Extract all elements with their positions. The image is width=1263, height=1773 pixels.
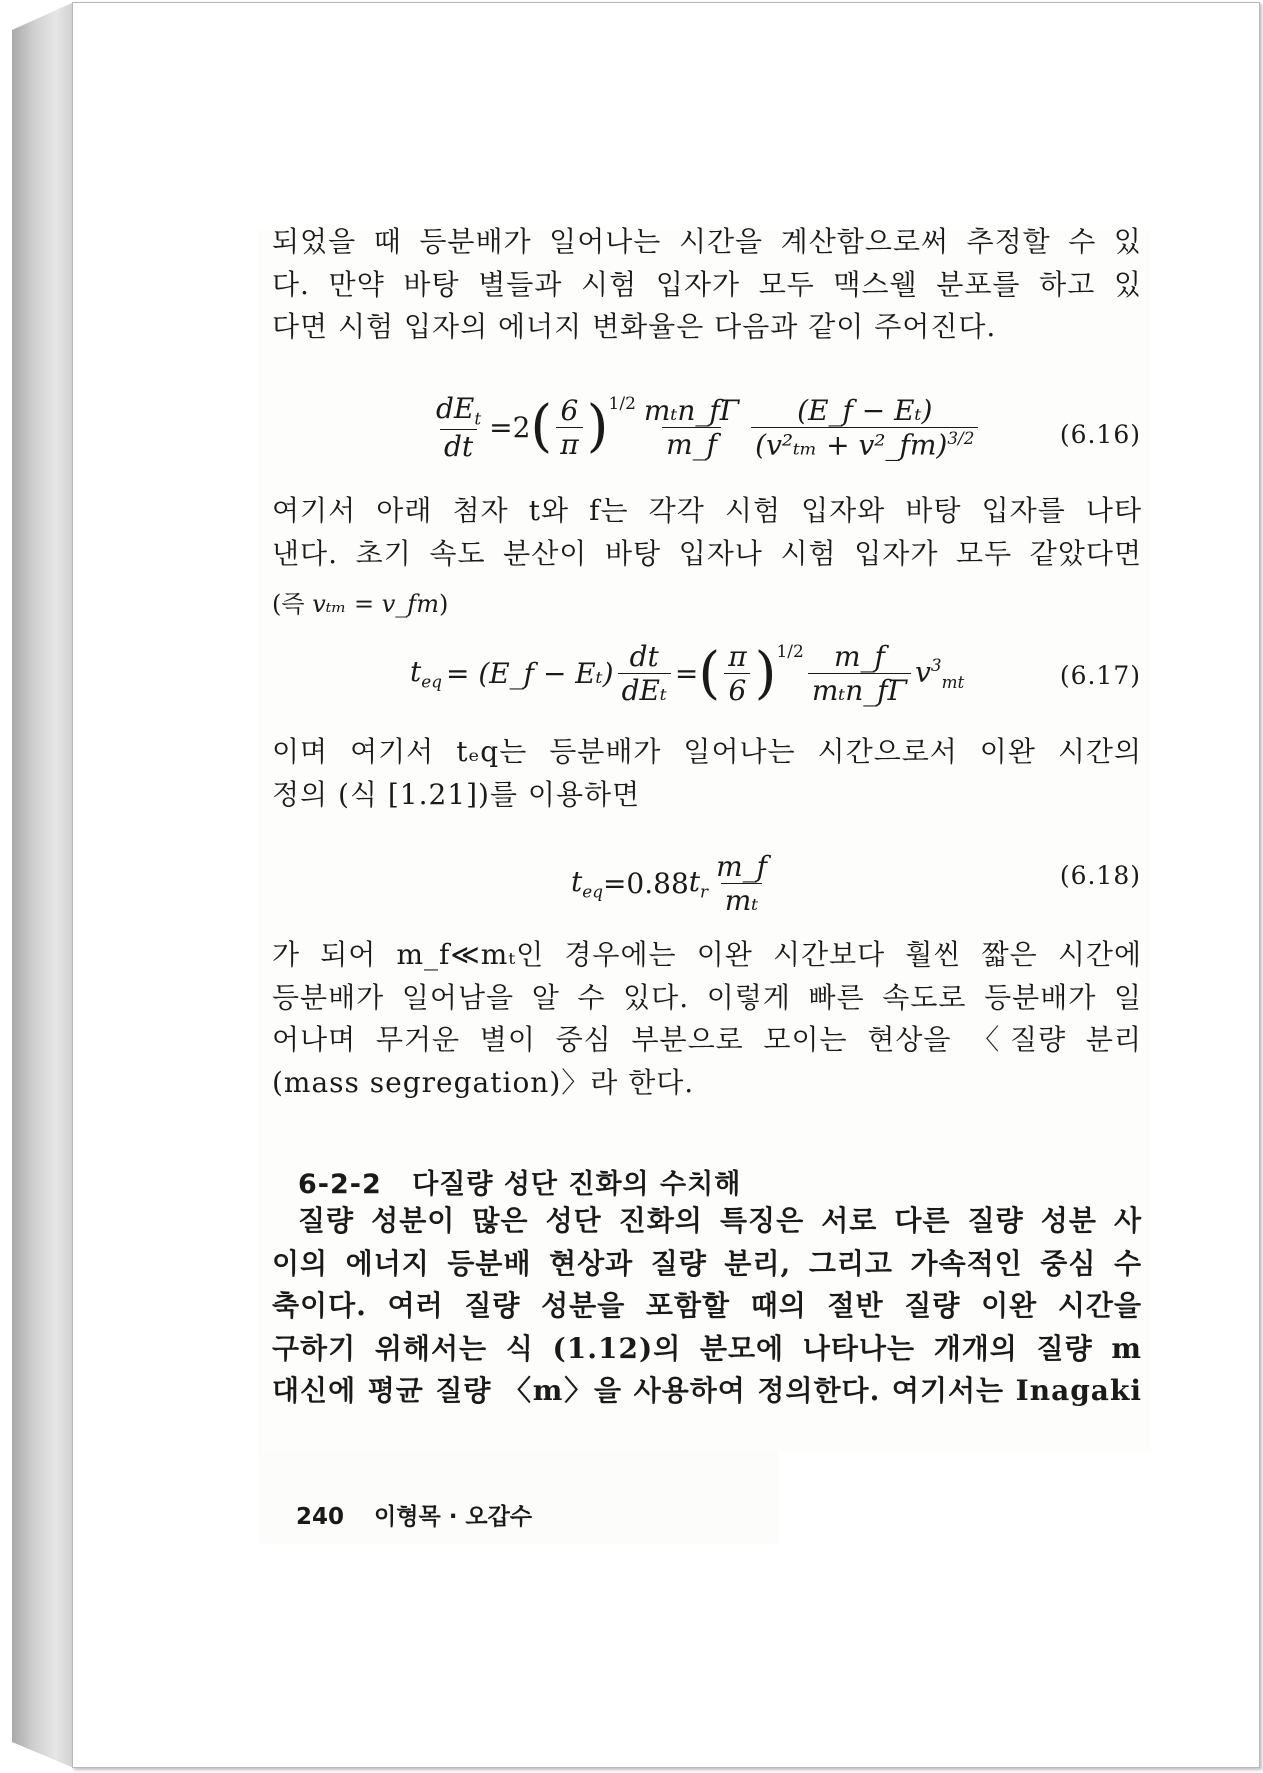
equation-number-6-16: (6.16)	[1059, 420, 1141, 449]
text-line: 낸다. 초기 속도 분산이 바탕 입자나 시험 입자가 모두 같았다면	[272, 536, 1142, 570]
equation-6-17: $t_{eq}$ = (E_f − Eₜ) $\frac{dt}{\text{dEₜ}}$ = ( $\frac{\pi}{6}$ ) $^{1/2}$ $\frac{m\_f}{\text{mₜn\_fΓ}}$ $v^3_{mt}$	[410, 640, 965, 707]
text-line: 되었을 때 등분배가 일어나는 시간을 계산함으로써 추정할 수 있	[272, 225, 1142, 258]
page-number: 240	[296, 1504, 345, 1530]
book-spine-edge	[12, 2, 74, 1768]
equation-6-16: $\frac{dE_t}{dt}$ =2 ( $\frac{6}{\pi}$ ) $^{1/2}$ $\frac{\text{mₜn\_fΓ}}{m\_f}$ $\frac{\text{(E\_f − Eₜ)}}{(v^2_{tm} + v^2\_fm)^{3/2}}$	[428, 392, 982, 463]
text-line: 이며 여기서 tₑq는 등분배가 일어나는 시간으로서 이완 시간의	[272, 735, 1142, 768]
text-line: 구하기 위해서는 식 (1.12)의 분모에 나타나는 개개의 질량 m	[272, 1331, 1142, 1365]
text-line: 정의 (식 [1.21])를 이용하면	[272, 777, 641, 811]
text-line: 질량 성분이 많은 성단 진화의 특징은 서로 다른 질량 성분 사	[298, 1204, 1142, 1237]
text-line: 등분배가 일어남을 알 수 있다. 이렇게 빠른 속도로 등분배가 일	[272, 980, 1142, 1014]
paragraph-1	[272, 221, 1142, 349]
paragraph-4	[272, 934, 1142, 1104]
section-heading	[298, 1162, 741, 1201]
fraction-6-pi: $\frac{6}{\pi}$	[556, 394, 582, 461]
fraction-energy-velocity: $\frac{\text{(E\_f − Eₜ)}}{(v^2_{tm} + v^2\_fm)^{3/2}}$	[751, 394, 978, 461]
text-line: (mass segregation)〉라 한다.	[272, 1065, 695, 1099]
fraction-dt-dEt: $\frac{dt}{\text{dEₜ}}$	[618, 640, 671, 707]
fraction-dEt-dt: $\frac{dE_t}{dt}$	[436, 392, 482, 463]
text-line: 축이다. 여러 질량 성분을 포함할 때의 절반 질량 이완 시간을	[272, 1289, 1142, 1322]
text-line: 다면 시험 입자의 에너지 변화율은 다음과 같이 주어진다.	[272, 310, 997, 343]
paragraph-5	[272, 1200, 1142, 1413]
section-number: 6-2-2	[298, 1169, 382, 1200]
coefficient: =2	[489, 410, 531, 444]
text-line: 이의 에너지 등분배 현상과 질량 분리, 그리고 가속적인 중심 수	[272, 1246, 1142, 1280]
text-line: 대신에 평균 질량 〈m〉을 사용하여 정의한다. 여기서는 Inagaki	[272, 1374, 1142, 1407]
fraction-mf-mt: $\frac{m\_f}{\text{mₜ}}$	[716, 850, 767, 917]
fraction-mf-mass: $\frac{m\_f}{\text{mₜn\_fΓ}}$	[808, 640, 911, 707]
fraction-mass-ratio: $\frac{\text{mₜn\_fΓ}}{m\_f}$	[643, 393, 740, 461]
text-line: 다. 만약 바탕 별들과 시험 입자가 모두 맥스웰 분포를 하고 있	[272, 267, 1142, 301]
text-line: 여기서 아래 첨자 t와 f는 각각 시험 입자와 바탕 입자를 나타	[272, 494, 1142, 527]
fraction-pi-6: $\frac{\pi}{6}$	[724, 640, 750, 707]
paragraph-2	[272, 490, 1142, 575]
page-footer	[296, 1498, 532, 1531]
exponent: 1/2	[608, 394, 636, 414]
paragraph-3	[272, 731, 1142, 816]
equation-number-6-17: (6.17)	[1059, 661, 1141, 690]
text-line: 가 되어 m_f≪mₜ인 경우에는 이완 시간보다 훨씬 짧은 시간에	[272, 938, 1142, 971]
section-title: 다질량 성단 진화의 수치해	[412, 1169, 742, 1200]
authors: 이형목 · 오갑수	[374, 1504, 533, 1530]
equation-number-6-18: (6.18)	[1059, 861, 1141, 890]
equation-6-18: $t_{eq}$ =0.88 $t_r$ $\frac{m\_f}{\text{mₜ}}$	[571, 850, 775, 917]
paragraph-2-tail: (즉 vₜₘ = v_fm)	[272, 590, 449, 618]
text-line: 어나며 무거운 별이 중심 부분으로 모이는 현상을 〈질량 분리	[272, 1023, 1142, 1056]
